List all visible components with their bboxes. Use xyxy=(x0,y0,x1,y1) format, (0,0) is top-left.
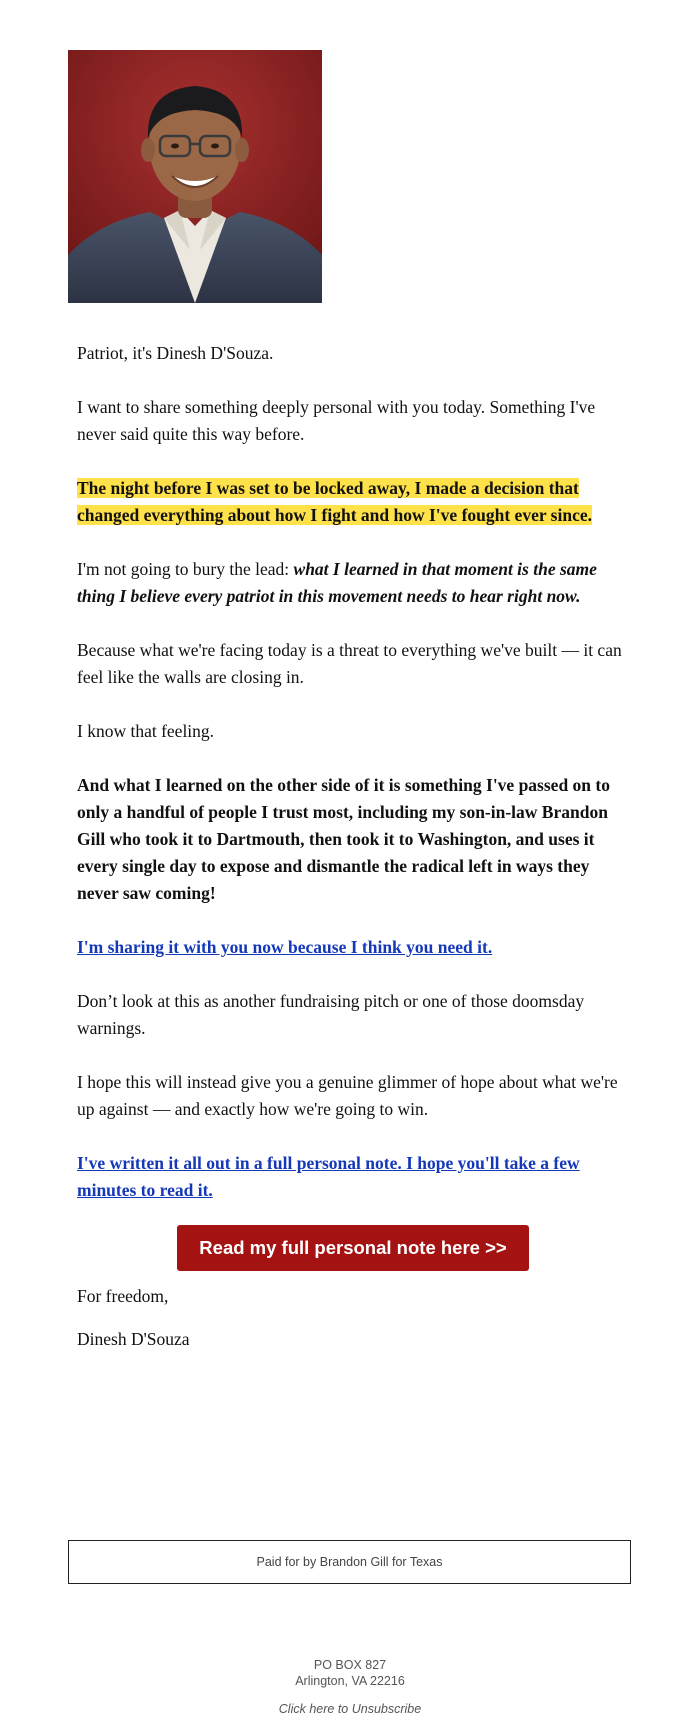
lead-text: I'm not going to bury the lead: xyxy=(77,559,294,579)
greeting: Patriot, it's Dinesh D'Souza. xyxy=(77,343,274,363)
signature: Dinesh D'Souza xyxy=(77,1329,190,1349)
paragraph-link-1 xyxy=(77,934,629,961)
author-portrait xyxy=(68,50,322,303)
paragraph-lead xyxy=(77,556,629,610)
paragraph-hope: I hope this will instead give you a genuine glimmer of hope about what we're up against — and exactly how we're going to win. xyxy=(77,1072,618,1119)
read-note-button[interactable]: Read my full personal note here >> xyxy=(177,1225,528,1271)
address-line-1: PO BOX 827 xyxy=(313,1658,387,1672)
paragraph-threat: Because what we're facing today is a threat to everything we've built — it can feel like the walls are closing in. xyxy=(77,640,622,687)
highlighted-text: The night before I was set to be locked away, I made a decision that changed everything about how I fight and how I've fought ever since. xyxy=(77,478,592,525)
paragraph-pitch: Don’t look at this as another fundraising pitch or one of those doomsday warnings. xyxy=(77,991,585,1038)
personal-note-link[interactable]: I've written it all out in a full personal note. I hope you'll take a few minutes to read it. xyxy=(77,1153,580,1200)
footer xyxy=(0,1657,700,1717)
paragraph-link-2 xyxy=(77,1150,629,1204)
address-line-2: Arlington, VA 22216 xyxy=(295,1674,405,1688)
email-body xyxy=(77,340,629,1380)
paragraph-feeling: I know that feeling. xyxy=(77,721,215,741)
cta-container xyxy=(77,1225,629,1271)
emphasis-text: what I learned in that moment is the same thing I believe every patriot in this movement needs to hear right now. xyxy=(77,559,597,606)
highlighted-paragraph xyxy=(77,475,629,529)
signoff: For freedom, xyxy=(77,1286,169,1306)
paragraph-bold: And what I learned on the other side of it is something I've passed on to only a handful of people I trust most, including my son-in-law Brandon Gill who took it to Dartmouth, then took it to Washington, and uses it every single day to expose and dismantle the radical left in ways they never saw coming! xyxy=(77,775,610,903)
unsubscribe-link[interactable]: Click here to Unsubscribe xyxy=(278,1702,422,1716)
paid-for-box: Paid for by Brandon Gill for Texas xyxy=(68,1540,631,1584)
sharing-link[interactable]: I'm sharing it with you now because I think you need it. xyxy=(77,937,493,957)
paragraph-intro: I want to share something deeply personal with you today. Something I've never said quite this way before. xyxy=(77,397,596,444)
